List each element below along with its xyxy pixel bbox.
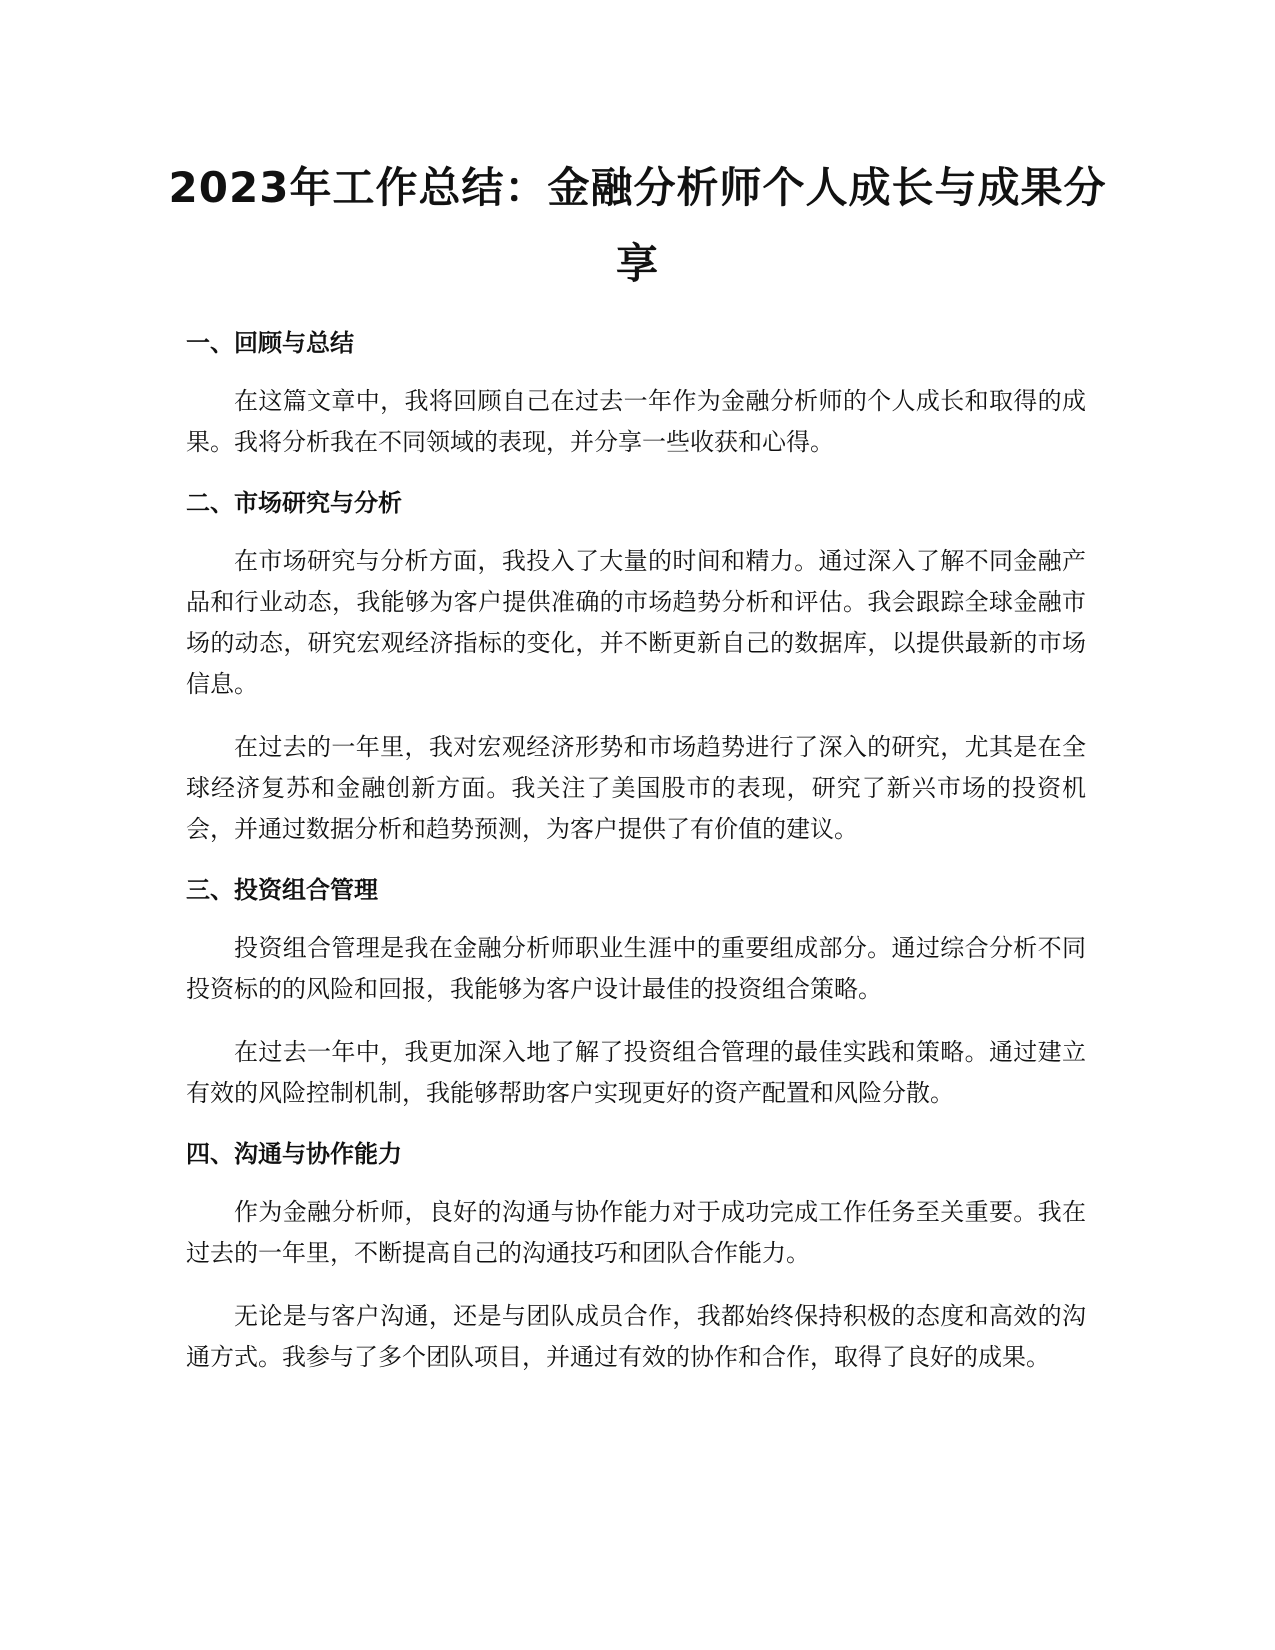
paragraph: 作为金融分析师，良好的沟通与协作能力对于成功完成工作任务至关重要。我在过去的一年里，不断提高自己的沟通技巧和团队合作能力。 (186, 1198, 1086, 1267)
paragraph: 投资组合管理是我在金融分析师职业生涯中的重要组成部分。通过综合分析不同投资标的的风险和回报，我能够为客户设计最佳的投资组合策略。 (186, 934, 1086, 1003)
section-heading: 一、回顾与总结 (186, 329, 354, 357)
paragraph: 在这篇文章中，我将回顾自己在过去一年作为金融分析师的个人成长和取得的成果。我将分析我在不同领域的表现，并分享一些收获和心得。 (186, 387, 1086, 456)
section-heading: 四、沟通与协作能力 (186, 1140, 402, 1168)
paragraph: 在过去的一年里，我对宏观经济形势和市场趋势进行了深入的研究，尤其是在全球经济复苏和金融创新方面。我关注了美国股市的表现，研究了新兴市场的投资机会，并通过数据分析和趋势预测，为客户提供了有价值的建议。 (186, 733, 1086, 843)
paragraph: 在过去一年中，我更加深入地了解了投资组合管理的最佳实践和策略。通过建立有效的风险控制机制，我能够帮助客户实现更好的资产配置和风险分散。 (186, 1038, 1086, 1107)
section-heading: 二、市场研究与分析 (186, 489, 402, 517)
section-communication (186, 1136, 1086, 1378)
paragraph: 无论是与客户沟通，还是与团队成员合作，我都始终保持积极的态度和高效的沟通方式。我参与了多个团队项目，并通过有效的协作和合作，取得了良好的成果。 (186, 1302, 1086, 1371)
section-heading: 三、投资组合管理 (186, 876, 378, 904)
paragraph: 在市场研究与分析方面，我投入了大量的时间和精力。通过深入了解不同金融产品和行业动态，我能够为客户提供准确的市场趋势分析和评估。我会跟踪全球金融市场的动态，研究宏观经济指标的变化，并不断更新自己的数据库，以提供最新的市场信息。 (186, 547, 1086, 698)
section-market-research (186, 485, 1086, 850)
section-review (186, 325, 1086, 463)
section-portfolio-management (186, 872, 1086, 1114)
document-title: 2023年工作总结：金融分析师个人成长与成果分享 (168, 163, 1107, 288)
document-body (186, 325, 1086, 1400)
